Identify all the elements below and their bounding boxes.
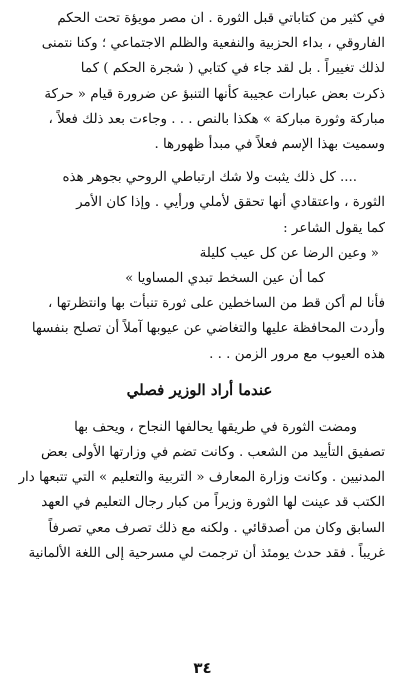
text-line: كما يقول الشاعر :: [283, 220, 385, 236]
text-line: ومضت الثورة في طريقها يحالفها النجاح ، ويحف بها: [74, 419, 357, 435]
text-line: السابق وكان من أصدقائي . ولكنه مع ذلك تصرف معي تصرفاً: [48, 520, 385, 536]
text-line: ذكرت بعض عبارات عجيبة كأنها التنبؤ عن ضرورة قيام « حركة: [44, 86, 385, 102]
section-paragraph: [14, 415, 385, 566]
text-line: المدنيين . وكانت وزارة المعارف « التربية والتعليم » التي تتبعها دار: [18, 470, 385, 486]
text-line: تصفيق التأييد من الشعب . وكانت تضم في وزارتها الأولى بعض: [41, 445, 385, 461]
paragraph-2: [14, 165, 385, 241]
paragraph-1: [14, 6, 385, 157]
text-line: مباركة وثورة مباركة » هكذا بالنص . . . وجاءت بعد ذلك فعلاً ،: [48, 111, 385, 127]
page-number: ٣٤: [193, 659, 212, 677]
poem-verse: [14, 241, 385, 291]
poem-line: كما أن عين السخط تبدي المساويا »: [125, 271, 325, 287]
text-line: وأردت المحافظة عليها والتغاضي عن عيوبها آملاً أن تصلح بنفسها: [31, 321, 385, 337]
text-line: فأنا لم أكن قط من الساخطين على ثورة تنبأت بها وانتظرتها ،: [47, 296, 385, 312]
text-line: الثورة ، واعتقادي أنها تحقق لأملي ورأيي . وإذا كان الأمر: [76, 195, 385, 211]
text-line: في كثير من كتاباتي قبل الثورة . ان مصر مويؤة تحت الحكم: [57, 11, 385, 26]
text-line: هذه العيوب مع مرور الزمن . . .: [209, 346, 385, 362]
text-line: .... كل ذلك يثبت ولا شك ارتباطي الروحي بجوهر هذه: [62, 170, 357, 186]
text-line: الفاروقي ، بداء الحزبية والنفعية والظلم الاجتماعي ؛ وكنا نتمنى: [41, 36, 385, 52]
section-heading: عندما أراد الوزير فصلي: [126, 380, 273, 399]
paragraph-3: [14, 291, 385, 367]
text-line: غريباً . فقد حدث يومئذ أن ترجمت لي مسرحية إلى اللغة الألمانية: [28, 545, 385, 561]
text-line: لذلك تغييراً . بل لقد جاء في كتابي ( شجرة الحكم ) كما: [80, 61, 385, 77]
text-line: وسميت بهذا الإسم فعلاً في مبدأ ظهورها .: [154, 137, 385, 153]
poem-line: « وعين الرضا عن كل عيب كليلة: [199, 245, 379, 261]
text-line: الكتب قد عينت لها الثورة وزيراً من كبار رجال التعليم في العهد: [41, 495, 385, 511]
